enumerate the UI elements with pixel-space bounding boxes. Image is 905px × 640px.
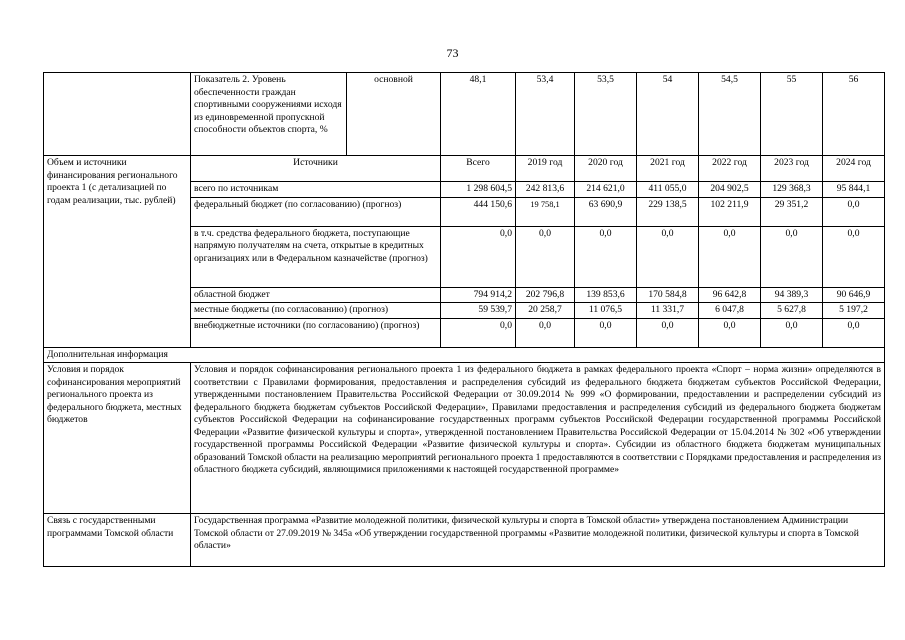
funding-cell: 0,0 xyxy=(516,318,575,347)
programs-link-label: Связь с государственными программами Томской области xyxy=(44,514,191,567)
funding-cell: 1 298 604,5 xyxy=(441,182,516,198)
indicator-value-2023: 55 xyxy=(761,73,823,156)
funding-cell: 5 197,2 xyxy=(823,303,885,319)
programs-link-row xyxy=(44,514,885,567)
funding-cell: 0,0 xyxy=(823,197,885,226)
funding-row-label: федеральный бюджет (по согласованию) (прогноз) xyxy=(191,197,441,226)
funding-header-sources: Источники xyxy=(191,156,441,182)
funding-cell: 0,0 xyxy=(761,226,823,287)
funding-cell: 19 758,1 xyxy=(516,197,575,226)
funding-row-label: в т.ч. средства федерального бюджета, поступающие напрямую получателям на счета, открытые в кредитных организациях или в Федеральном казначействе (прогноз) xyxy=(191,226,441,287)
funding-cell: 170 584,8 xyxy=(637,287,699,303)
funding-header-2019: 2019 год xyxy=(516,156,575,182)
funding-cell: 794 914,2 xyxy=(441,287,516,303)
funding-cell: 139 853,6 xyxy=(575,287,637,303)
funding-cell: 5 627,8 xyxy=(761,303,823,319)
indicator-value-2020: 53,5 xyxy=(575,73,637,156)
funding-cell: 229 138,5 xyxy=(637,197,699,226)
funding-header-row xyxy=(44,156,885,182)
page-number: 73 xyxy=(446,46,459,60)
funding-cell: 242 813,6 xyxy=(516,182,575,198)
funding-cell: 102 211,9 xyxy=(699,197,761,226)
funding-cell: 59 539,7 xyxy=(441,303,516,319)
funding-cell: 0,0 xyxy=(637,226,699,287)
indicator-value-2021: 54 xyxy=(637,73,699,156)
funding-cell: 0,0 xyxy=(575,318,637,347)
funding-cell: 0,0 xyxy=(441,318,516,347)
funding-cell: 0,0 xyxy=(823,318,885,347)
funding-row-label: местные бюджеты (по согласованию) (прогноз) xyxy=(191,303,441,319)
cofinancing-text: Условия и порядок софинансирования регионального проекта 1 из федерального бюджета в рамках федерального проекта «Спорт – норма жизни» определяются в соответствии с Правилами формирования, предоставления и распределения субсидий из федерального бюджета бюджетам субъектов Российской Федерации, утвержденными постановлением Правительства Российской Федерации от 30.09.2014 № 999 «О формировании, предоставлении и распределении субсидий из федерального бюджета бюджетам субъектов Российской Федерации», Правилами предоставления и распределения субсидий из федерального бюджета бюджетам субъектов Российской Федерации на софинансирование государственных программ субъектов Российской Федерации государственной программы Российской Федерации «Развитие физической культуры и спорта», утвержденной постановлением Правительства Российской Федерации от 15.04.2014 № 302 «Об утверждении государственной программы Российской Федерации «Развитие физической культуры и спорта». Субсидии из областного бюджета бюджетам муниципальных образований Томской области на реализацию мероприятий регионального проекта 1 предоставляются в соответствии с Порядками предоставления и распределения из областного бюджета субсидий, являющимися приложениями к настоящей государственной программе» xyxy=(191,363,885,514)
funding-cell: 204 902,5 xyxy=(699,182,761,198)
indicator-type: основной xyxy=(347,73,441,156)
funding-cell: 0,0 xyxy=(699,226,761,287)
funding-cell: 11 076,5 xyxy=(575,303,637,319)
funding-header-2020: 2020 год xyxy=(575,156,637,182)
indicator-row xyxy=(44,73,885,156)
additional-info-heading-row xyxy=(44,347,885,363)
funding-header-2022: 2022 год xyxy=(699,156,761,182)
cofinancing-label: Условия и порядок софинансирования мероприятий регионального проекта из федерального бюджета, местных бюджетов xyxy=(44,363,191,514)
funding-section-label: Объем и источники финансирования регионального проекта 1 (с детализацией по годам реализации, тыс. рублей) xyxy=(44,156,191,348)
funding-cell: 20 258,7 xyxy=(516,303,575,319)
funding-cell: 444 150,6 xyxy=(441,197,516,226)
funding-cell: 129 368,3 xyxy=(761,182,823,198)
funding-cell: 96 642,8 xyxy=(699,287,761,303)
funding-cell: 29 351,2 xyxy=(761,197,823,226)
funding-cell: 63 690,9 xyxy=(575,197,637,226)
additional-info-heading: Дополнительная информация xyxy=(44,347,885,363)
funding-header-2021: 2021 год xyxy=(637,156,699,182)
funding-cell: 0,0 xyxy=(575,226,637,287)
funding-cell: 214 621,0 xyxy=(575,182,637,198)
programs-link-text: Государственная программа «Развитие молодежной политики, физической культуры и спорта в Томской области» утверждена постановлением Администрации Томской области от 27.09.2019 № 345а «Об утверждении государственной программы «Развитие молодежной политики, физической культуры и спорта в Томской области» xyxy=(191,514,885,567)
funding-cell: 0,0 xyxy=(441,226,516,287)
funding-header-2023: 2023 год xyxy=(761,156,823,182)
indicator-empty-cell xyxy=(44,73,191,156)
funding-row-label: внебюджетные источники (по согласованию) (прогноз) xyxy=(191,318,441,347)
funding-cell: 90 646,9 xyxy=(823,287,885,303)
indicator-value-2019: 53,4 xyxy=(516,73,575,156)
funding-cell: 11 331,7 xyxy=(637,303,699,319)
indicator-value-2022: 54,5 xyxy=(699,73,761,156)
funding-cell: 6 047,8 xyxy=(699,303,761,319)
funding-cell: 0,0 xyxy=(823,226,885,287)
funding-row-label: областной бюджет xyxy=(191,287,441,303)
funding-cell: 94 389,3 xyxy=(761,287,823,303)
indicator-label: Показатель 2. Уровень обеспеченности граждан спортивными сооружениями исходя из единовременной пропускной способности объектов спорта, % xyxy=(191,73,347,156)
funding-cell: 0,0 xyxy=(637,318,699,347)
funding-row-label: всего по источникам xyxy=(191,182,441,198)
funding-cell: 0,0 xyxy=(699,318,761,347)
funding-header-2024: 2024 год xyxy=(823,156,885,182)
cofinancing-row xyxy=(44,363,885,514)
funding-cell: 411 055,0 xyxy=(637,182,699,198)
indicator-value-base: 48,1 xyxy=(441,73,516,156)
document-table xyxy=(43,72,885,567)
funding-cell: 95 844,1 xyxy=(823,182,885,198)
funding-cell: 0,0 xyxy=(516,226,575,287)
indicator-value-2024: 56 xyxy=(823,73,885,156)
funding-cell: 202 796,8 xyxy=(516,287,575,303)
funding-header-total: Всего xyxy=(441,156,516,182)
funding-cell: 0,0 xyxy=(761,318,823,347)
